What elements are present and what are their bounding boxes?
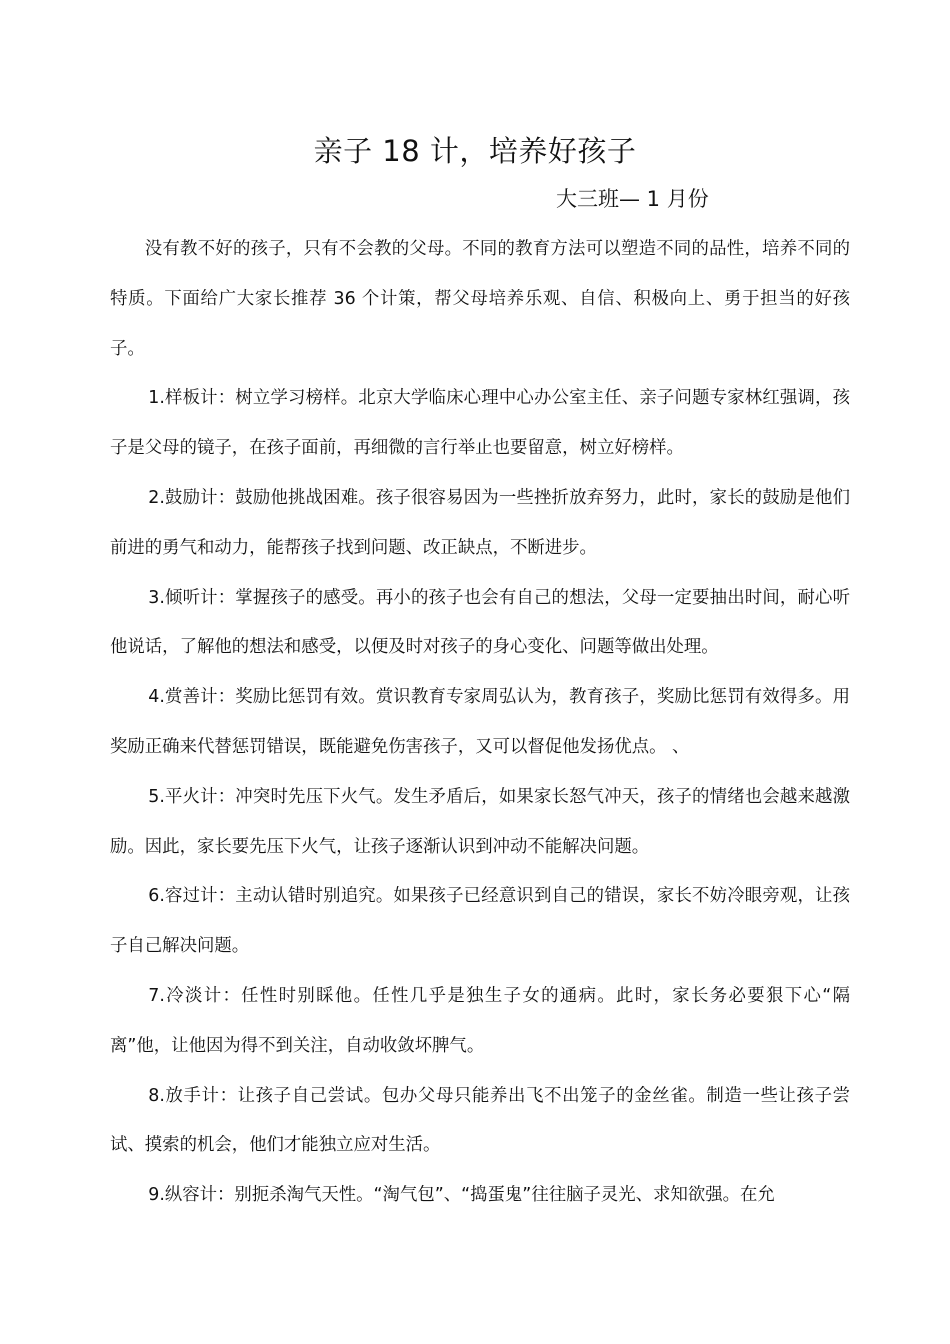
document-body xyxy=(110,225,850,1221)
document-title: 亲子 18 计，培养好孩子 xyxy=(313,134,637,168)
document-subtitle: 大三班— 1 月份 xyxy=(556,187,709,211)
tip-paragraph-6: 6.容过计：主动认错时别追究。如果孩子已经意识到自己的错误，家长不妨冷眼旁观，让孩子自己解决问题。 xyxy=(110,886,850,957)
tip-paragraph-3: 3.倾听计：掌握孩子的感受。再小的孩子也会有自己的想法，父母一定要抽出时间，耐心听他说话，了解他的想法和感受，以便及时对孩子的身心变化、问题等做出处理。 xyxy=(110,587,850,658)
tip-paragraph-5: 5.平火计：冲突时先压下火气。发生矛盾后，如果家长怒气冲天，孩子的情绪也会越来越激励。因此，家长要先压下火气，让孩子逐渐认识到冲动不能解决问题。 xyxy=(110,786,850,857)
intro-paragraph: 没有教不好的孩子，只有不会教的父母。不同的教育方法可以塑造不同的品性，培养不同的特质。下面给广大家长推荐 36 个计策，帮父母培养乐观、自信、积极向上、勇于担当的好孩子。 xyxy=(110,239,850,359)
tip-paragraph-7: 7.冷淡计：任性时别睬他。任性几乎是独生子女的通病。此时，家长务必要狠下心“隔离”他，让他因为得不到关注，自动收敛坏脾气。 xyxy=(110,985,850,1056)
tip-paragraph-4: 4.赏善计：奖励比惩罚有效。赏识教育专家周弘认为，教育孩子，奖励比惩罚有效得多。用奖励正确来代替惩罚错误，既能避免伤害孩子，又可以督促他发扬优点。 、 xyxy=(110,687,850,757)
tip-paragraph-8: 8.放手计：让孩子自己尝试。包办父母只能养出飞不出笼子的金丝雀。制造一些让孩子尝试、摸索的机会，他们才能独立应对生活。 xyxy=(110,1085,850,1156)
tip-paragraph-9: 9.纵容计：别扼杀淘气天性。“淘气包”、“捣蛋鬼”往往脑子灵光、求知欲强。在允 xyxy=(148,1185,775,1206)
tip-paragraph-1: 1.样板计：树立学习榜样。北京大学临床心理中心办公室主任、亲子问题专家林红强调，孩子是父母的镜子，在孩子面前，再细微的言行举止也要留意，树立好榜样。 xyxy=(110,388,850,459)
tip-paragraph-2: 2.鼓励计：鼓励他挑战困难。孩子很容易因为一些挫折放弃努力，此时，家长的鼓励是他们前进的勇气和动力，能帮孩子找到问题、改正缺点，不断进步。 xyxy=(110,487,850,558)
